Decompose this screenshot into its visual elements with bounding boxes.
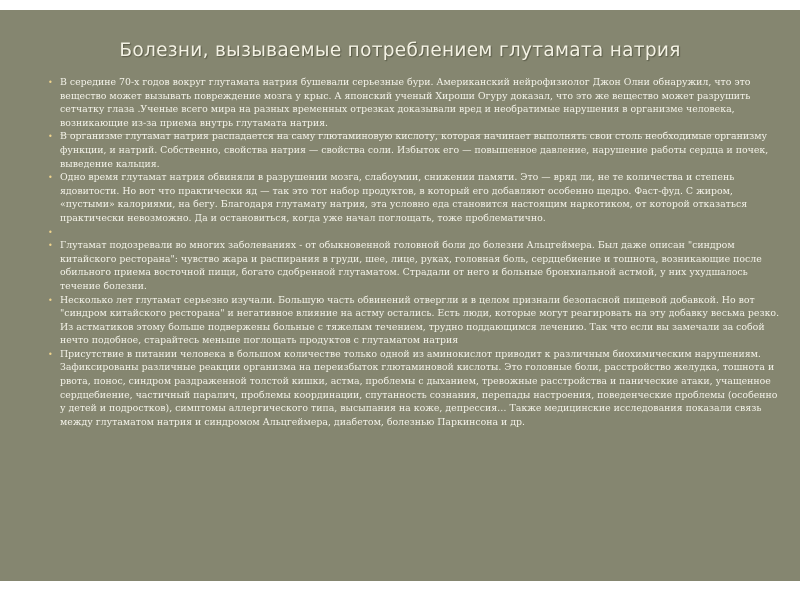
paragraph-text: Присутствие в питании человека в большом количестве только одной из аминокислот приводит к различным биохимическим нарушениям. Зафиксированы различные реакции организма на переизбыток глютаминовой кислоты. Это головные боли, расстройство желудка, тошнота и рвота, понос, синдром раздраженной толстой кишки, астма, проблемы с дыханием, тревожные расстройства и панические атаки, учащенное сердцебиение, частичный паралич, проблемы координации, спутанность сознания, перепады настроения, поведенческие проблемы (особенно у детей и подростков), симптомы аллергического типа, высыпания на коже, депрессия… Также медицинские исследования показали связь между глутаматом натрия и синдромом Альцгеймера, диабетом, болезнью Паркинсона и др. <box>60 348 778 428</box>
paragraph-text: В середине 70-х годов вокруг глутамата натрия бушевали серьезные бури. Американский нейрофизиолог Джон Олни обнаружил, что это вещество может вызывать повреждение мозга у крыс. А японский ученый Хироши Огуру доказал, что это же вещество может разрушить сетчатку глаза .Ученые всего мира на разных временных отрезках доказывали вред и необратимые нарушения в организме человека, возникающие из-за приема внутрь глутамата натрия. <box>60 77 751 129</box>
paragraph-text: Глутамат подозревали во многих заболеваниях - от обыкновенной головной боли до болезни Альцгеймера. Был даже описан "синдром китайского ресторана": чувство жара и распирания в груди, шее, лице, руках, головная боль, сердцебиение и тошнота, возникающие после обильного приема восточной пищи, богато сдобренной глутаматом. Страдали от него и больные бронхиальной астмой, у них ухудшалось течение болезни. <box>60 240 762 292</box>
paragraph-text: Несколько лет глутамат серьезно изучали. Большую часть обвинений отвергли и в целом признали безопасной пищевой добавкой. Но вот "синдром китайского ресторана" и негативное влияние на астму остались. Есть люди, которые могут реагировать на эту добавку весьма резко. Из астматиков этому больше подвержены больные с тяжелым течением, трудно поддающимся лечению. Так что если вы замечали за собой нечто подобное, старайтесь меньше поглощать продуктов с глутаматом натрия <box>60 294 780 347</box>
paragraph-2 <box>48 130 780 171</box>
top-margin <box>0 0 800 10</box>
bullet-icon: • <box>48 349 53 359</box>
paragraph-1 <box>48 76 780 130</box>
paragraph-text: Одно время глутамат натрия обвиняли в разрушении мозга, слабоумии, снижении памяти. Это — вряд ли, не те количества и степень ядовитости. Но вот что практически яд — так это тот набор продуктов, в который его добавляют особенно щедро. Фаст-фуд. С жиром, «пустыми» калориями, на бегу. Благодаря глутамату натрия, эта условно еда становится настоящим наркотиком, от которой отказаться практически невозможно. Да и остановиться, когда уже начал поглощать, тоже проблематично. <box>60 172 748 224</box>
bullet-icon: • <box>48 173 53 183</box>
paragraph-empty <box>48 226 780 240</box>
bullet-icon: • <box>48 295 53 305</box>
slide-body <box>48 76 780 429</box>
bullet-icon: • <box>48 241 53 251</box>
paragraph-5 <box>48 294 780 348</box>
paragraph-6 <box>48 348 780 430</box>
paragraph-4 <box>48 239 780 293</box>
bullet-icon: • <box>48 132 53 142</box>
paragraph-text: В организме глутамат натрия распадается на саму глютаминовую кислоту, которая начинает выполнять свои столь необходимые организму функции, и натрий. Собственно, свойства натрия — свойства соли. Избыток его — повышенное давление, нарушение работы сердца и почек, выведение кальция. <box>60 131 769 170</box>
paragraph-3 <box>48 171 780 225</box>
bullet-icon: • <box>48 227 53 237</box>
bullet-icon: • <box>48 78 53 87</box>
slide-title: Болезни, вызываемые потреблением глутамата натрия <box>119 40 681 61</box>
bottom-margin <box>0 581 800 600</box>
slide <box>0 10 800 581</box>
